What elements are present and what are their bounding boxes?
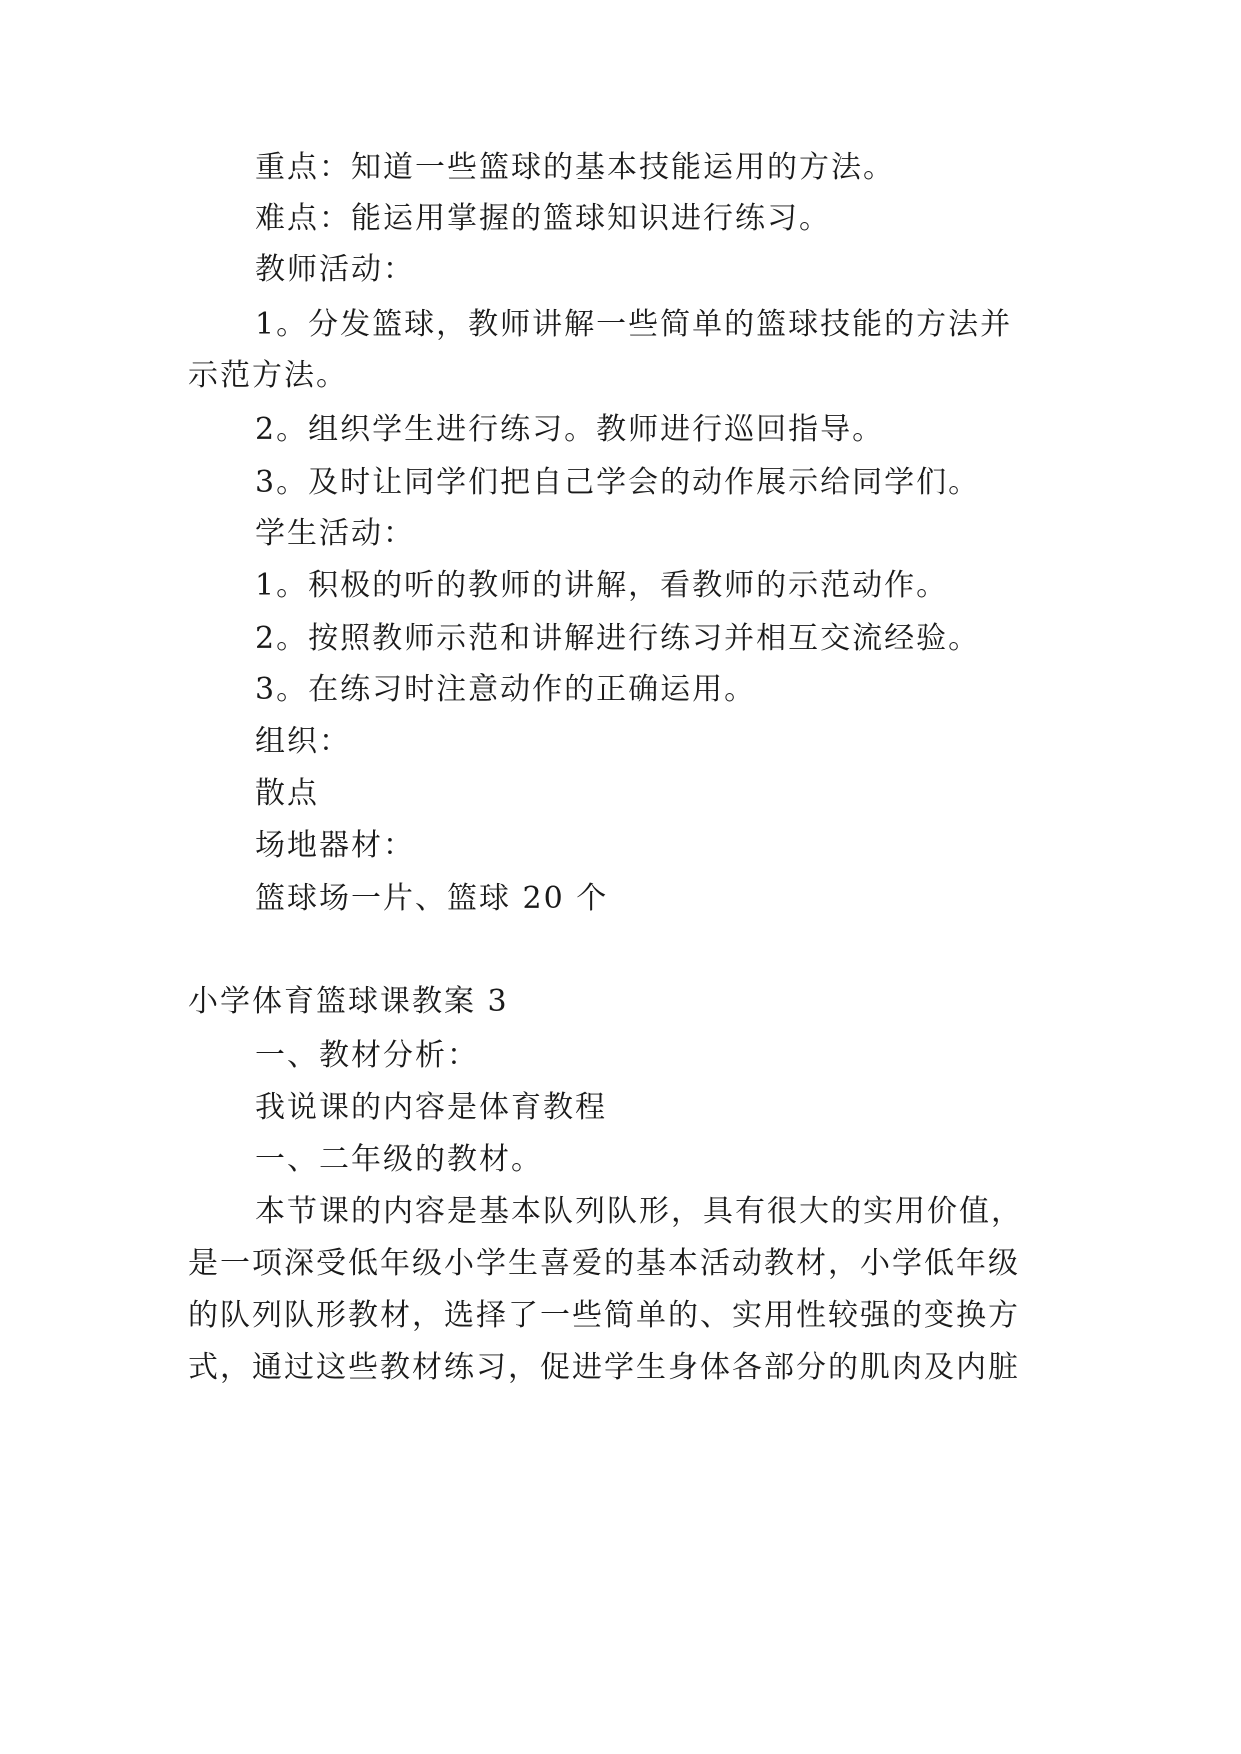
equipment-heading: 场地器材：	[255, 828, 415, 863]
organization-heading: 组织：	[255, 724, 351, 759]
teacher-activity-heading: 教师活动：	[255, 252, 415, 287]
student-item-2: 2。按照教师示范和讲解进行练习并相互交流经验。	[255, 621, 981, 656]
section-3-title: 小学体育篮球课教案 3	[188, 984, 509, 1019]
teacher-item-1: 1。分发篮球，教师讲解一些简单的篮球技能的方法并	[255, 307, 1013, 342]
paragraph-line-2: 是一项深受低年级小学生喜爱的基本活动教材，小学低年级	[188, 1246, 1020, 1281]
teacher-item-1-continued: 示范方法。	[188, 358, 348, 393]
paragraph-line-3: 的队列队形教材，选择了一些简单的、实用性较强的变换方	[188, 1298, 1020, 1333]
material-analysis-heading: 一、教材分析：	[255, 1038, 479, 1073]
focus-line: 重点：知道一些篮球的基本技能运用的方法。	[255, 150, 895, 185]
paragraph-line-1: 本节课的内容是基本队列队形，具有很大的实用价值，	[255, 1194, 1023, 1229]
student-item-3: 3。在练习时注意动作的正确运用。	[255, 672, 757, 707]
equipment-value: 篮球场一片、篮球 20 个	[255, 881, 609, 916]
student-activity-heading: 学生活动：	[255, 516, 415, 551]
difficulty-line: 难点：能运用掌握的篮球知识进行练习。	[255, 201, 831, 236]
teacher-item-3: 3。及时让同学们把自己学会的动作展示给同学们。	[255, 465, 981, 500]
student-item-1: 1。积极的听的教师的讲解，看教师的示范动作。	[255, 568, 949, 603]
organization-value: 散点	[255, 776, 319, 811]
content-line-2: 一、二年级的教材。	[255, 1142, 543, 1177]
paragraph-line-4: 式，通过这些教材练习，促进学生身体各部分的肌肉及内脏	[188, 1350, 1020, 1385]
content-line-1: 我说课的内容是体育教程	[255, 1090, 607, 1125]
teacher-item-2: 2。组织学生进行练习。教师进行巡回指导。	[255, 412, 885, 447]
